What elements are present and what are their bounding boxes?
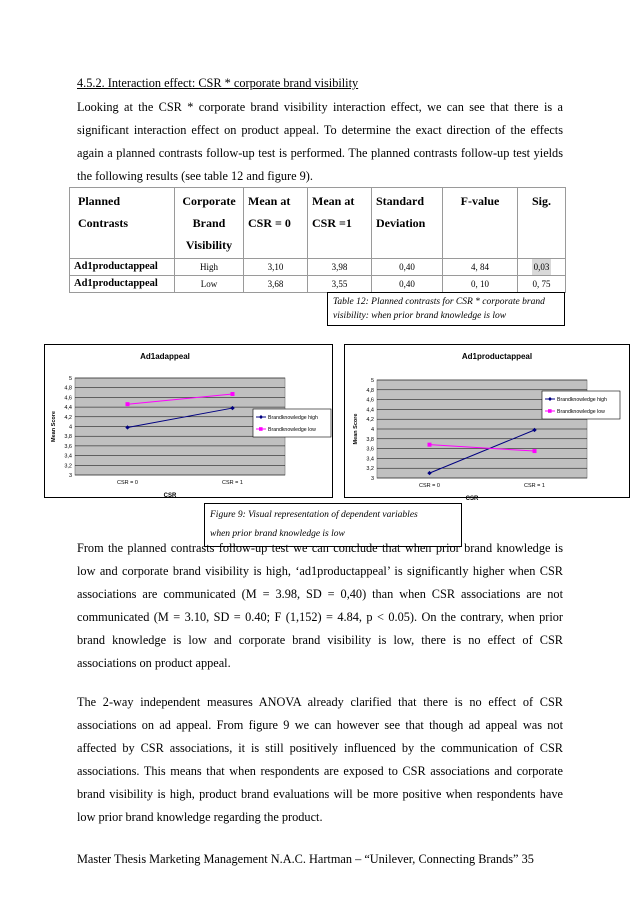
significant-value: 0,03: [532, 259, 552, 275]
y-tick-label: 4,4: [64, 405, 72, 412]
x-axis-label: CSR: [163, 493, 177, 499]
legend-label: Brandknowledge low: [557, 409, 605, 415]
page-footer: Master Thesis Marketing Management N.A.C. Hartman – “Unilever, Connecting Brands” 35: [77, 852, 534, 866]
chart-title: Ad1adappeal: [140, 352, 190, 361]
y-tick-label: 3,2: [366, 466, 374, 473]
table-header-row: [70, 188, 566, 259]
y-tick-label: 4,2: [64, 414, 72, 421]
legend-label: Brandknowledge high: [268, 415, 318, 421]
data-point: [126, 402, 130, 406]
body-paragraph-2: The 2-way independent measures ANOVA already clarified that there is no effect of CSR associations on ad appeal. From figure 9 we can however see that though ad appeal was not affected by CSR associations, it is still positively influenced by the communication of CSR associations. This means that when respondents are exposed to CSR associations and corporate brand visibility is high, product brand evaluations will be more positive when respondents have low prior brand knowledge regarding the product.: [77, 695, 563, 824]
chart-title: Ad1productappeal: [461, 352, 533, 361]
header-sig: Sig.: [518, 188, 566, 259]
chart-ad-appeal: [44, 344, 333, 498]
y-tick-label: 5: [68, 376, 72, 382]
y-tick-label: 3,6: [64, 443, 72, 450]
planned-contrasts-table: [69, 187, 566, 293]
ad-appeal-line-chart: [45, 345, 332, 497]
x-tick-label: CSR = 1: [524, 483, 545, 489]
chart-product-appeal: [344, 344, 630, 502]
header-mean-csr0: Mean at CSR = 0: [244, 188, 308, 259]
intro-paragraph: Looking at the CSR * corporate brand visibility interaction effect, we can see that there is a significant interaction effect on product appeal. To determine the exact direction of the effects again a planned contrasts follow-up test is performed. The planned contrasts follow-up test yields the following results (see table 12 and figure 9).: [77, 100, 563, 183]
x-tick-label: CSR = 0: [117, 480, 138, 486]
x-tick-label: CSR = 0: [419, 483, 440, 489]
y-tick-label: 4: [68, 424, 72, 431]
y-tick-label: 3,2: [64, 463, 72, 470]
table-caption: Table 12: Planned contrasts for CSR * corporate brand visibility: when prior brand knowledge is low: [327, 292, 565, 326]
header-corporate-brand-visibility: Corporate Brand Visibility: [175, 188, 244, 259]
y-axis-label: Mean Score: [353, 413, 359, 445]
legend-label: Brandknowledge low: [268, 427, 316, 433]
y-tick-label: 4,6: [64, 395, 72, 402]
y-tick-label: 3,8: [366, 436, 374, 443]
y-tick-label: 4,4: [366, 407, 374, 414]
header-f-value: F-value: [443, 188, 518, 259]
figure-caption: Figure 9: Visual representation of dependent variables when prior brand knowledge is low: [204, 503, 462, 547]
y-tick-label: 4,8: [366, 387, 374, 394]
y-tick-label: 3,4: [64, 453, 72, 460]
product-appeal-line-chart: [345, 345, 629, 502]
data-point: [428, 443, 432, 447]
x-tick-label: CSR = 1: [222, 480, 243, 486]
y-axis-label: Mean Score: [51, 411, 57, 442]
x-axis-label: CSR: [465, 496, 479, 502]
y-tick-label: 3,6: [366, 446, 374, 453]
y-tick-label: 4,2: [366, 417, 374, 424]
body-paragraph-1: From the planned contrasts follow-up test we can conclude that when prior brand knowledge is low and corporate brand visibility is high, ‘ad1productappeal’ is significantly higher when CSR associations are communicated (M = 3.98, SD = 0,40) than when CSR associations are not communicated (M = 3.10, SD = 0.40; F (1,152) = 4.84, p < 0.05). On the contrary, when prior brand knowledge is low and corporate brand visibility is low, there is no effect of CSR associations on product appeal.: [77, 541, 563, 670]
y-tick-label: 3: [68, 473, 72, 479]
data-point: [231, 392, 235, 396]
y-tick-label: 4: [370, 427, 374, 433]
header-mean-csr1: Mean at CSR =1: [308, 188, 372, 259]
legend-marker: [548, 409, 552, 413]
table-row: Ad1productappeal Low 3,68 3,55 0,40 0, 10 0, 75: [70, 276, 566, 293]
header-standard-deviation: Standard Deviation: [372, 188, 443, 259]
y-tick-label: 3,4: [366, 456, 374, 463]
y-tick-label: 3,8: [64, 434, 72, 441]
y-tick-label: 3: [370, 476, 374, 482]
data-point: [533, 449, 537, 453]
section-heading: 4.5.2. Interaction effect: CSR * corporate brand visibility: [77, 76, 359, 90]
table-row: Ad1productappeal High 3,10 3,98 0,40 4, 84 0,03: [70, 259, 566, 276]
legend-label: Brandknowledge high: [557, 397, 607, 403]
y-tick-label: 5: [370, 378, 374, 384]
y-tick-label: 4,8: [64, 385, 72, 392]
y-tick-label: 4,6: [366, 397, 374, 404]
legend-marker: [259, 427, 263, 431]
header-planned-contrasts: Planned Contrasts: [70, 188, 175, 259]
